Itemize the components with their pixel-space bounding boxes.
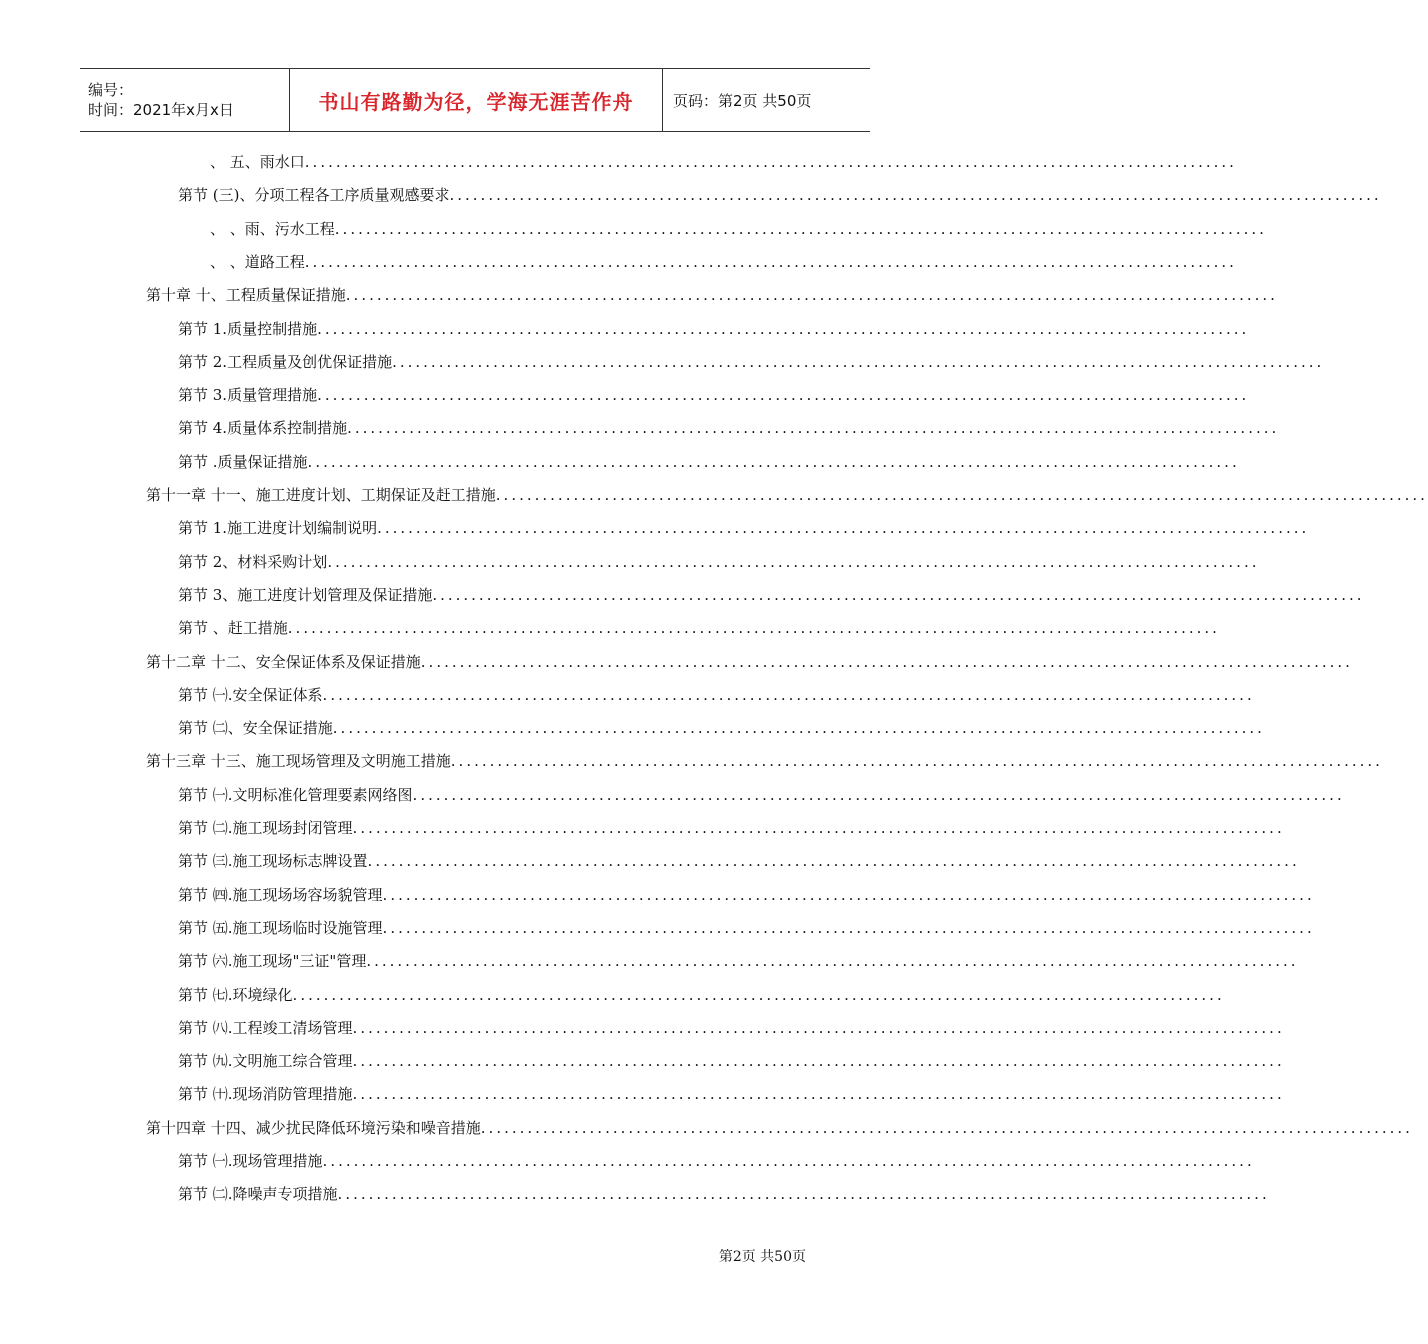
toc-leader-dots: ........................................................................................................................	[420, 652, 1353, 671]
toc-entry[interactable]	[146, 483, 1428, 507]
toc-entry-text: 第节 ㈠.现场管理措施	[178, 1152, 323, 1170]
toc-leader-dots: ........................................................................................................................	[495, 486, 1428, 504]
toc-entry[interactable]	[178, 383, 1250, 407]
toc-entry-text: 第十一章 十一、施工进度计划、工期保证及赶工措施	[146, 486, 496, 504]
toc-leader-dots: ........................................................................................................................	[287, 619, 1220, 638]
toc-entry[interactable]	[178, 883, 1315, 907]
toc-leader-dots: ........................................................................................................................	[480, 1118, 1413, 1137]
toc-leader-dots: ........................................................................................................................	[366, 952, 1299, 971]
toc-entry[interactable]	[210, 150, 1237, 174]
toc-entry[interactable]	[178, 616, 1220, 640]
toc-leader-dots: ........................................................................................................................	[334, 219, 1267, 238]
toc-entry-text: 第节 ㈩.现场消防管理措施	[178, 1085, 353, 1104]
toc-entry-text: 第节 ㈡.施工现场封闭管理	[178, 819, 353, 837]
toc-entry[interactable]	[146, 283, 1278, 307]
toc-leader-dots: ........................................................................................................................	[432, 585, 1365, 604]
toc-leader-dots: ........................................................................................................................	[332, 719, 1265, 738]
toc-entry-text: 、 、道路工程	[210, 252, 305, 271]
toc-entry-text: 第节 ㈥.施工现场"三证"管理	[178, 952, 367, 971]
toc-leader-dots: ........................................................................................................................	[307, 452, 1240, 471]
toc-entry-text: 第节 3、施工进度计划管理及保证措施	[178, 585, 433, 604]
toc-entry[interactable]	[178, 416, 1280, 440]
toc-entry[interactable]	[178, 350, 1325, 374]
toc-entry[interactable]	[178, 816, 1285, 840]
toc-entry[interactable]	[178, 1016, 1285, 1040]
toc-entry-text: 第十二章 十二、安全保证体系及保证措施	[146, 652, 421, 671]
toc-entry-text: 第节 3.质量管理措施	[178, 386, 318, 405]
toc-entry-text: 第十三章 十三、施工现场管理及文明施工措施	[146, 752, 451, 771]
toc-entry[interactable]	[178, 983, 1225, 1007]
toc-leader-dots: ........................................................................................................................	[377, 519, 1310, 538]
toc-leader-dots: ........................................................................................................................	[382, 918, 1315, 937]
toc-leader-dots: ........................................................................................................................	[345, 286, 1278, 305]
toc-entry-text: 第节 1.质量控制措施	[178, 319, 318, 338]
toc-entry[interactable]	[146, 650, 1353, 674]
toc-entry-text: 第节 (三)、分项工程各工序质量观感要求	[178, 186, 450, 205]
toc-leader-dots: ........................................................................................................................	[322, 685, 1255, 704]
toc-entry-text: 第节 ㈢.施工现场标志牌设置	[178, 852, 368, 871]
toc-entry[interactable]	[178, 583, 1365, 607]
toc-entry[interactable]	[178, 1149, 1255, 1173]
toc-leader-dots: ........................................................................................................................	[347, 419, 1280, 438]
toc-entry[interactable]	[178, 849, 1300, 873]
toc-entry[interactable]	[178, 450, 1240, 474]
header-meta	[80, 69, 290, 131]
toc-entry[interactable]	[178, 1049, 1285, 1073]
toc-leader-dots: ........................................................................................................................	[337, 1185, 1270, 1204]
toc-entry-text: 第节 4.质量体系控制措施	[178, 419, 348, 438]
toc-leader-dots: ........................................................................................................................	[352, 1052, 1285, 1071]
toc-entry[interactable]	[210, 217, 1267, 241]
toc-entry-text: 第节 2、材料采购计划	[178, 552, 328, 571]
footer-page-number: 第2页 共50页	[718, 1249, 806, 1265]
toc-leader-dots: ........................................................................................................................	[449, 186, 1382, 205]
toc-leader-dots: ........................................................................................................................	[412, 785, 1345, 804]
toc-entry[interactable]	[178, 1182, 1270, 1206]
toc-leader-dots: ........................................................................................................................	[317, 319, 1250, 338]
toc-leader-dots: ........................................................................................................................	[352, 1085, 1285, 1104]
toc-entry[interactable]	[178, 683, 1255, 707]
toc-entry[interactable]	[146, 1116, 1413, 1140]
toc-entry[interactable]	[178, 1082, 1285, 1106]
toc-entry-text: 第十章 十、工程质量保证措施	[146, 286, 346, 305]
header-motto: 书山有路勤为径，学海无涯苦作舟	[290, 69, 663, 131]
toc-entry-text: 第节 ㈠.文明标准化管理要素网络图	[178, 785, 413, 804]
toc-leader-dots: ........................................................................................................................	[327, 552, 1260, 571]
toc-entry-text: 第节 ㈠.安全保证体系	[178, 685, 323, 704]
toc-entry-text: 第节 ㈡.降噪声专项措施	[178, 1185, 338, 1204]
toc-leader-dots: ........................................................................................................................	[304, 252, 1237, 271]
toc-entry[interactable]	[178, 183, 1382, 207]
toc-entry[interactable]	[178, 516, 1310, 540]
toc-entry-text: 、 、雨、污水工程	[210, 219, 335, 238]
toc-entry-text: 第节 2.工程质量及创优保证措施	[178, 352, 393, 371]
toc-leader-dots: ........................................................................................................................	[292, 985, 1225, 1004]
toc-entry[interactable]	[178, 550, 1260, 574]
toc-entry[interactable]	[210, 250, 1237, 274]
toc-entry[interactable]	[178, 783, 1345, 807]
toc-entry-text: 第节 .质量保证措施	[178, 452, 308, 471]
toc-entry-text: 第十四章 十四、减少扰民降低环境污染和噪音措施	[146, 1118, 481, 1137]
toc-leader-dots: ........................................................................................................................	[450, 752, 1383, 771]
toc-leader-dots: ........................................................................................................................	[322, 1152, 1255, 1170]
toc-leader-dots: ........................................................................................................................	[352, 1018, 1285, 1037]
toc-leader-dots: ........................................................................................................................	[367, 852, 1300, 871]
toc-entry-text: 第节 ㈤.施工现场临时设施管理	[178, 918, 383, 937]
toc-leader-dots: ........................................................................................................................	[382, 885, 1315, 904]
toc-entry[interactable]	[178, 949, 1299, 973]
toc-entry[interactable]	[178, 916, 1315, 940]
serial-label: 编号：	[88, 81, 134, 99]
toc-entry-text: 第节 、赶工措施	[178, 619, 288, 638]
toc-entry[interactable]	[178, 716, 1265, 740]
toc-entry[interactable]	[146, 749, 1383, 773]
toc-entry-text: 、 五、雨水口	[210, 153, 305, 171]
toc-leader-dots: ........................................................................................................................	[352, 819, 1285, 837]
toc-entry-text: 第节 ㈦.环境绿化	[178, 985, 293, 1004]
toc-leader-dots: ........................................................................................................................	[304, 153, 1237, 171]
toc-leader-dots: ........................................................................................................................	[392, 352, 1325, 371]
toc-entry-text: 第节 ㈡、安全保证措施	[178, 719, 333, 738]
toc-entry[interactable]	[178, 317, 1250, 341]
toc-leader-dots: ........................................................................................................................	[317, 386, 1250, 405]
time-label: 时间：2021年x月x日	[88, 101, 234, 119]
toc-entry-text: 第节 ㈣.施工现场场容场貌管理	[178, 885, 383, 904]
toc-entry-text: 第节 1.施工进度计划编制说明	[178, 519, 378, 538]
page-header	[80, 68, 870, 132]
toc-entry-text: 第节 ㈨.文明施工综合管理	[178, 1052, 353, 1071]
header-page-label: 页码：第2页 共50页	[673, 91, 812, 110]
toc-entry-text: 第节 ㈧.工程竣工清场管理	[178, 1018, 353, 1037]
